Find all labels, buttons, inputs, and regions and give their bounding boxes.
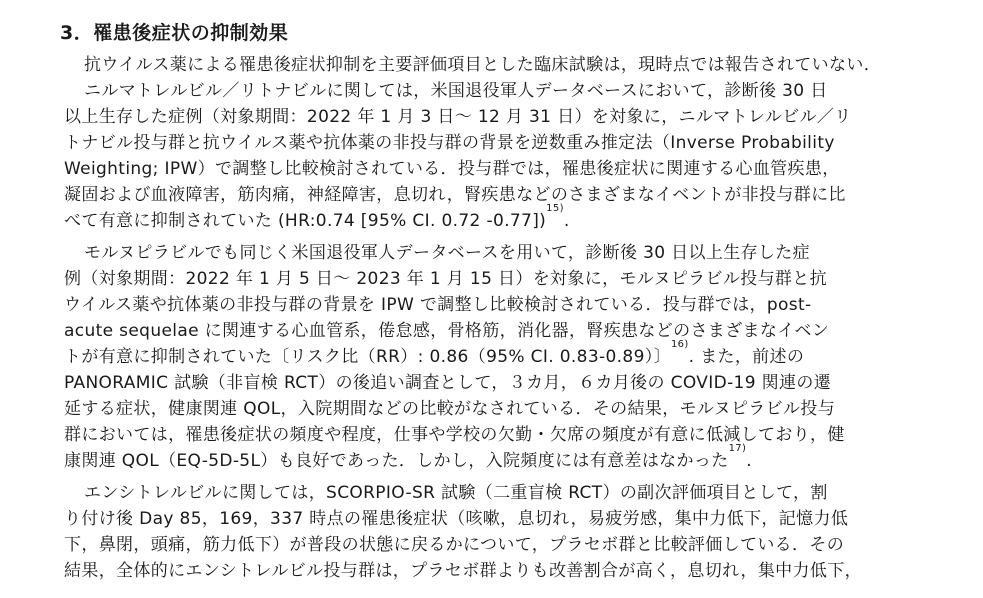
line-tail: . また，前述の bbox=[688, 347, 805, 367]
paragraph-line: 凝固および血液障害，筋肉痛，神経障害，息切れ，腎疾患などのさまざまなイベントが非投与群に比 bbox=[64, 185, 846, 205]
line-text: 康関連 QOL（EQ-5D-5L）も良好であった．しかし，入院頻度には有意差はなかった bbox=[64, 451, 729, 471]
paragraph-line: ニルマトレルビル／リトナビルに関しては，米国退役軍人データベースにおいて，診断後 30 日 bbox=[84, 81, 828, 101]
section-heading: 3．罹患後症状の抑制効果 bbox=[60, 22, 289, 44]
paragraph-line: トナビル投与群と抗ウイルス薬や抗体薬の非投与群の背景を逆数重み推定法（Inverse Probability bbox=[64, 133, 835, 153]
paragraph-line: ウイルス薬や抗体薬の非投与群の背景を IPW で調整し比較検討されている．投与群では，post- bbox=[64, 295, 812, 315]
paragraph-line: エンシトレルビルに関しては，SCORPIO-SR 試験（二重盲検 RCT）の副次評価項目として，割 bbox=[84, 483, 828, 503]
reference-superscript: 16) bbox=[670, 339, 689, 350]
paragraph-line: り付け後 Day 85，169，337 時点の罹患後症状（咳嗽，息切れ，易疲労感，集中力低下，記憶力低 bbox=[64, 509, 849, 529]
paragraph-line: 下，鼻閉，頭痛，筋力低下）が普段の状態に戻るかについて，プラセボ群と比較評価している．その bbox=[64, 535, 845, 555]
paragraph-line: PANORAMIC 試験（非盲検 RCT）の後追い調査として，３カ月，６カ月後の COVID-19 関連の遷 bbox=[64, 373, 832, 393]
paragraph-line: Weighting; IPW）で調整し比較検討されている．投与群では，罹患後症状に関連する心血管疾患， bbox=[64, 159, 840, 179]
line-text: トが有意に抑制されていた〔リスク比（RR）: 0.86（95% CI. 0.83-0.89）〕 bbox=[64, 347, 671, 367]
paragraph-line: 群においては，罹患後症状の頻度や程度，仕事や学校の欠勤・欠席の頻度が有意に低減しており，健 bbox=[64, 425, 845, 445]
paragraph-line: acute sequelae に関連する心血管系，倦怠感，骨格筋，消化器，腎疾患などのさまざまなイベン bbox=[64, 321, 830, 341]
paragraph-line-with-ref bbox=[64, 339, 805, 367]
paragraph-line: 以上生存した症例（対象期間：2022 年 1 月 3 日〜 12 月 31 日）を対象に，ニルマトレルビル／リ bbox=[64, 107, 852, 127]
paragraph-line: モルヌピラビルでも同じく米国退役軍人データベースを用いて，診断後 30 日以上生存した症 bbox=[84, 243, 810, 263]
paragraph-line: 例（対象期間：2022 年 1 月 5 日〜 2023 年 1 月 15 日）を対象に，モルヌピラビル投与群と抗 bbox=[64, 269, 827, 289]
line-text: べて有意に抑制されていた (HR:0.74 [95% CI. 0.72 -0.77]) bbox=[64, 211, 547, 231]
reference-superscript: 17) bbox=[728, 443, 747, 454]
line-tail: . bbox=[746, 451, 753, 471]
paragraph-line: 結果，全体的にエンシトレルビル投与群は，プラセボ群よりも改善割合が高く，息切れ，集中力低下， bbox=[64, 561, 862, 581]
reference-superscript: 15) bbox=[546, 203, 564, 214]
paragraph-line-with-ref bbox=[64, 443, 753, 471]
paragraph-line: 抗ウイルス薬による罹患後症状抑制を主要評価項目とした臨床試験は，現時点では報告されていない． bbox=[84, 55, 882, 75]
line-tail: . bbox=[563, 211, 570, 231]
paragraph-line: 延する症状，健康関連 QOL，入院期間などの比較がなされている．その結果，モルヌピラビル投与 bbox=[64, 399, 836, 419]
paragraph-line-with-ref bbox=[64, 203, 570, 231]
